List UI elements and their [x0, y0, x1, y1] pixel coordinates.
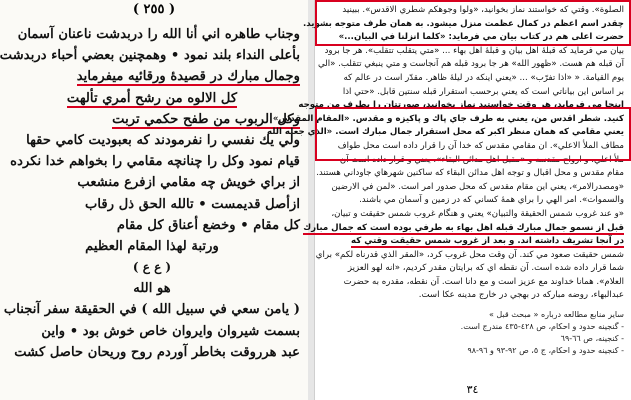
text-line: كل مقام • وخضع أعناق كل مقام [116, 217, 300, 233]
text-line: ورتبة لهذا المقام العظيم [85, 238, 219, 254]
text-line: از براي خويش چه مقامي ازفرع منشعب [77, 175, 300, 191]
text-line: حضرت اعلى هم در كتاب بيان مي فرمايد: «كلما انزلنا في البيان...» [338, 32, 624, 43]
footnote-line: - گنجينه حدود و احكام، ص ٤٢٨-٤٣٥ مندرج است. [460, 322, 624, 332]
text-line: اينجا مي فرمايد، هر وقت خواستيد نماز بخوانيد، صورتتان را بطرف من متوجه [298, 100, 624, 111]
section-invocation: هو الله [133, 281, 171, 297]
text-line: شما قرار داده شده است. آن نقطه اي كه برايتان مقدر كرديم، «انه لهو العزيز [347, 263, 624, 274]
text-line: مقام مقدس و محل اقبال و توجه اهل مدائن البقاء كه ساكنين شهرهاي جاوداني هستند. [316, 168, 624, 179]
text-line: قيام نمود وكل را چنانچه مقامي را بخواهم خدا نكرده [10, 154, 300, 170]
text-line [303, 222, 624, 236]
text-line: عبدالبهاء، روضه مباركه در بهجي در خارج مدينه عكا است. [418, 290, 624, 301]
text-line: والسموات». امر الهي را براي همهٔ كساني كه در زمين و آسمان مي باشند. [359, 195, 624, 206]
text-line: بأعلى النداء بلند نمود • وهمچنين بعضي أحباء دربدشت [0, 48, 300, 64]
text-line: يعني مقامي كه همان منظر اكبر كه محل استقرار جمال مبارك است. «الذي جعله الله [267, 127, 624, 138]
text-line: آن قبله هم هست. «ظهور الله» هر جا برود قبله هم آنجاست و متي ينبغي تتقلب. «الي [317, 59, 624, 70]
underlined-phrase: قبل از نسمو جمال مبارك قبله اهل بهاء به طرفي بوده است كه جمال مبارك [303, 222, 624, 233]
footnote-line: - كنجينه، ص ٦٦-٦٩ [560, 334, 624, 344]
underlined-verse: كل الالوه من رشح أمري تألهت [66, 90, 238, 106]
text-line: يوم القيامة. « «اذا تفرّب» ... «يعني اينكه در ليلهٔ ظاهر. مقدّر است در عالم كه [343, 72, 624, 83]
text-line [319, 235, 624, 249]
underlined-verse: وكل الربوب من طفح حكمي تربت [112, 111, 300, 127]
verse-line [4, 88, 300, 109]
text-line: شمس حقيقت صعود مي كند. آن وقت محل غروب كرد، «المقر الذي قدرناه لكم» براي [315, 249, 624, 260]
verse-line [4, 109, 300, 130]
text-line: چقدر اسم اعظم در كمال عظمت منزل ميشود. به همان طرف متوجه بشويد. [302, 18, 624, 29]
left-text-body [0, 24, 308, 363]
page-number: ٣٤ [466, 383, 479, 396]
right-page-scan [267, 0, 630, 400]
text-line: كنيد. شطر اقدس من، يعني به طرف جاي پاك و پاكيزه و مقدس. «المقام المقدس» [272, 113, 624, 124]
footnote-line: ساير منابع مطالعه درباره « مبحث قبل » [488, 310, 624, 320]
underlined-phrase: در آنجا تشريف داشته اند. و بعد از غروب شمس حقيقت وقتي كه [351, 236, 624, 247]
highlight-box-top [302, 0, 631, 46]
text-line: بسمت شيروان وايروان خاص خوش بود • واين [41, 323, 300, 339]
page-header-number: ( ٢٥٥ ) [132, 2, 176, 17]
text-line: «و عند غروب شمس الحقيقة والتبيان» يعني و هنگام غروب شمس حقيقت و تبيان، [331, 208, 624, 219]
text-line: «ومصدرالامر»، يعني اين مقام مقدس كه محل صدور امر است. «لمن في الارضين [331, 181, 624, 192]
text-line: عبد هرروقت بخاطر آوردم روح وريحان حاصل كشت [14, 344, 300, 360]
text-line: العلام». همانا خداوند مع عزيز است و مع دانا است. آن نقطه، مقدره به حضرت [343, 276, 624, 287]
highlight-box-middle [267, 107, 631, 161]
text-line: بيان مي فرمايد كه قبلهٔ اهل بيان و قبلهٔ اهل بهاء ... «متي يتقلب تتقلب». هر جا برود [324, 45, 624, 56]
footnote-line: - كنجينه حدود و احكام، ج ٥، ص ٩٢-٩٣ و ٩٦-٩٨ [467, 346, 624, 356]
text-line: مطاف الملأ الاعلي». ان مقامي مقدس كه خدا آن را قرار داده است محل طواف [337, 140, 624, 151]
section-marker: ( ع ع ) [132, 260, 172, 275]
text-line: الصلوة». وقتي كه خواستند نماز بخوانيد، «ولوا وجوهكم شطري الاقدس». ببينيد [342, 5, 624, 15]
footnotes [315, 303, 630, 357]
text-line: ( يامن سعي في سبيل الله ) في الحقيقة سفر آنجناب [3, 302, 300, 318]
text-line: ملأ اعلي، و ارواح مقدسه و «مقبل اهل مدائن البقاء»، يعني و قرار داده است آن [339, 154, 624, 165]
left-page-scan [0, 0, 308, 400]
text-line: وجناب طاهره اني أنا الله را دربدشت ناعنان آسمان [17, 27, 300, 42]
text-line: ازأصل قديمست • تالله الحق ذل رقاب [85, 196, 300, 212]
text-line: ولي يك نفسي را نفرمودند كه بعبوديت كامي حقها [26, 132, 300, 148]
text-line [4, 66, 300, 87]
underlined-phrase: وجمال مبارك در قصيدهٔ ورقائيه ميفرمايد [76, 69, 300, 85]
text-line: بر اساس اين بياناتي است كه يعني برحسب استقرار قبله سنتين قابل. «حتي اذا [342, 86, 624, 97]
